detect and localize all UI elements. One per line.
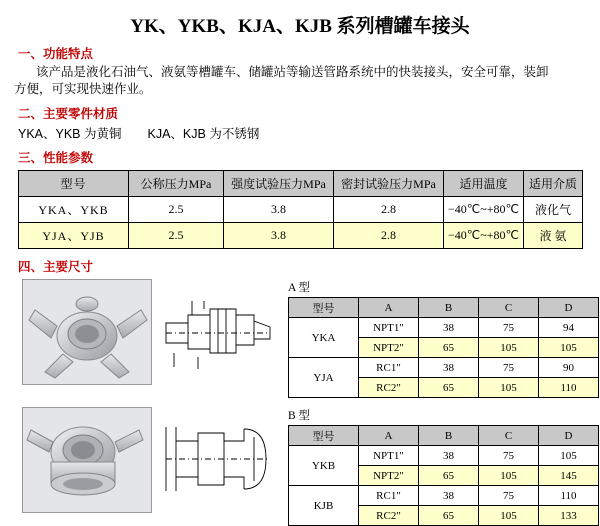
- table-row: [289, 318, 599, 338]
- features-line-1: 该产品是液化石油气、液氨等槽罐车、储罐站等输送管路系统中的快装接头，安全可靠，装卸: [36, 65, 549, 79]
- performance-table-wrap: [18, 170, 600, 249]
- dim-a-r2-c4: 90: [539, 358, 599, 378]
- dim-a-r2-model: YJA: [289, 358, 359, 398]
- dim-b-r1-c1: NPT2": [359, 466, 419, 486]
- perf-r1-c2: 3.8: [224, 223, 334, 249]
- dim-b-r0-model: YKB: [289, 446, 359, 486]
- dim-a-col-4: D: [539, 298, 599, 318]
- section-heading-features: 一、功能特点: [18, 47, 94, 61]
- perf-r1-c0: YJA、YJB: [19, 223, 129, 249]
- table-row: [19, 197, 583, 223]
- table-row: [289, 486, 599, 506]
- dim-b-r2-c2: 38: [419, 486, 479, 506]
- dim-b-col-4: D: [539, 426, 599, 446]
- dim-b-r3-c3: 105: [479, 506, 539, 526]
- dimension-block-a: [22, 279, 600, 398]
- dim-b-col-3: C: [479, 426, 539, 446]
- dim-b-r2-c4: 110: [539, 486, 599, 506]
- dim-b-col-1: A: [359, 426, 419, 446]
- material-stainless: KJA、KJB 为不锈钢: [147, 127, 260, 141]
- dim-a-r1-c2: 65: [419, 338, 479, 358]
- table-header-row: [19, 171, 583, 197]
- dimension-tables-b: [288, 407, 599, 526]
- dim-a-r0-model: YKA: [289, 318, 359, 358]
- perf-r0-c1: 2.5: [129, 197, 224, 223]
- perf-r0-c3: 2.8: [334, 197, 444, 223]
- perf-col-3: 密封试验压力MPa: [334, 171, 444, 197]
- dim-a-col-0: 型号: [289, 298, 359, 318]
- perf-r0-c5: 液化气: [524, 197, 583, 223]
- dim-b-r1-c3: 105: [479, 466, 539, 486]
- dim-a-r3-c3: 105: [479, 378, 539, 398]
- dim-b-r2-c1: RC1": [359, 486, 419, 506]
- dimension-table-a: [288, 297, 599, 398]
- dim-b-r2-c3: 75: [479, 486, 539, 506]
- perf-r0-c4: −40℃~+80℃: [444, 197, 524, 223]
- perf-col-1: 公称压力MPa: [129, 171, 224, 197]
- dim-a-r2-c1: RC1": [359, 358, 419, 378]
- features-paragraph: [14, 64, 586, 98]
- dim-a-col-3: C: [479, 298, 539, 318]
- dim-b-r0-c2: 38: [419, 446, 479, 466]
- dim-b-r3-c4: 133: [539, 506, 599, 526]
- dim-a-r1-c4: 105: [539, 338, 599, 358]
- table-row: [19, 223, 583, 249]
- perf-col-4: 适用温度: [444, 171, 524, 197]
- technical-drawing-a: [158, 279, 280, 383]
- dim-a-r3-c4: 110: [539, 378, 599, 398]
- dim-a-r1-c3: 105: [479, 338, 539, 358]
- dim-a-r2-c2: 38: [419, 358, 479, 378]
- dim-a-r0-c1: NPT1": [359, 318, 419, 338]
- perf-r1-c3: 2.8: [334, 223, 444, 249]
- dim-a-r0-c3: 75: [479, 318, 539, 338]
- perf-r0-c2: 3.8: [224, 197, 334, 223]
- perf-r1-c4: −40℃~+80℃: [444, 223, 524, 249]
- table-header-row: [289, 426, 599, 446]
- dimension-block-b: [22, 407, 600, 526]
- dim-b-r0-c4: 105: [539, 446, 599, 466]
- dim-a-col-1: A: [359, 298, 419, 318]
- perf-col-5: 适用介质: [524, 171, 583, 197]
- dim-block-label-a: A 型: [288, 282, 311, 294]
- dimension-table-b: [288, 425, 599, 526]
- dim-b-col-2: B: [419, 426, 479, 446]
- material-line: [18, 124, 600, 142]
- dim-b-r3-c2: 65: [419, 506, 479, 526]
- product-photo-a: [22, 279, 152, 385]
- section-heading-performance: 三、性能参数: [18, 151, 94, 165]
- perf-col-2: 强度试验压力MPa: [224, 171, 334, 197]
- dim-a-r0-c2: 38: [419, 318, 479, 338]
- dim-a-r0-c4: 94: [539, 318, 599, 338]
- section-heading-material: 二、主要零件材质: [18, 107, 119, 121]
- dimensions-content: [0, 279, 600, 526]
- dim-a-r3-c2: 65: [419, 378, 479, 398]
- dim-b-r3-c1: RC2": [359, 506, 419, 526]
- perf-r1-c1: 2.5: [129, 223, 224, 249]
- technical-drawing-b: [158, 407, 280, 511]
- performance-table: [18, 170, 583, 249]
- features-line-2: 方便，可实现快速作业。: [14, 82, 152, 96]
- section-heading-dimensions: 四、主要尺寸: [18, 260, 94, 274]
- dim-b-r1-c2: 65: [419, 466, 479, 486]
- dim-b-r1-c4: 145: [539, 466, 599, 486]
- dim-b-r0-c1: NPT1": [359, 446, 419, 466]
- dim-a-r3-c1: RC2": [359, 378, 419, 398]
- table-row: [289, 446, 599, 466]
- dim-b-r0-c3: 75: [479, 446, 539, 466]
- material-brass: YKA、YKB 为黄铜: [18, 127, 122, 141]
- dim-a-r1-c1: NPT2": [359, 338, 419, 358]
- dimension-tables-a: [288, 279, 599, 398]
- perf-r0-c0: YKA、YKB: [19, 197, 129, 223]
- table-header-row: [289, 298, 599, 318]
- table-row: [289, 358, 599, 378]
- product-photo-b: [22, 407, 152, 513]
- dim-a-col-2: B: [419, 298, 479, 318]
- dim-block-label-b: B 型: [288, 410, 311, 422]
- perf-r1-c5: 液 氨: [524, 223, 583, 249]
- perf-col-0: 型号: [19, 171, 129, 197]
- dim-b-r2-model: KJB: [289, 486, 359, 526]
- page-title: YK、YKB、KJA、KJB 系列槽罐车接头: [130, 16, 470, 37]
- dim-b-col-0: 型号: [289, 426, 359, 446]
- dim-a-r2-c3: 75: [479, 358, 539, 378]
